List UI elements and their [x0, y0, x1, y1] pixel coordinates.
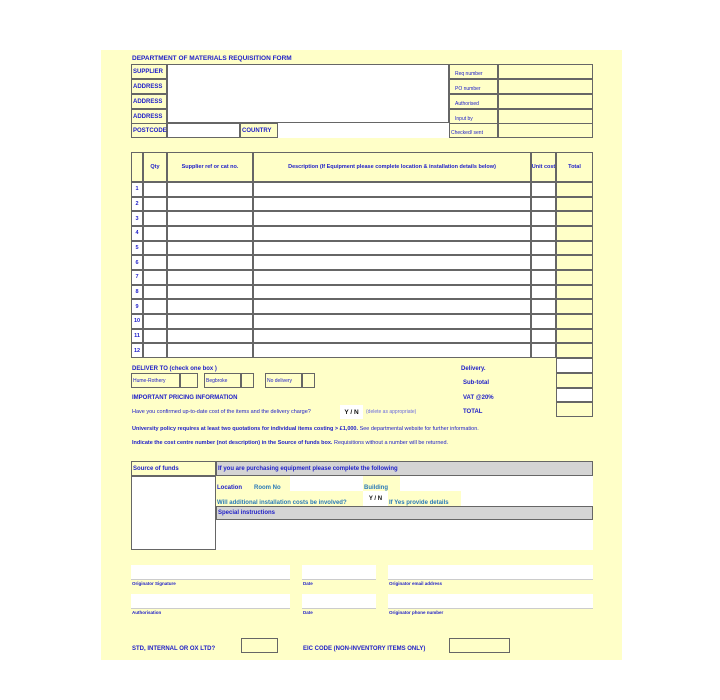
signature-field-row1-2[interactable] — [388, 565, 593, 580]
deliver-option-label-1-label: Begbroke — [206, 377, 228, 384]
pricing-note — [366, 409, 416, 415]
signature-label-row2-0 — [132, 610, 161, 615]
deliver-option-label-0-label: Hume-Rothery — [133, 377, 166, 384]
row-number-label: 1 — [135, 186, 139, 193]
signature-field-row2-1[interactable] — [302, 594, 376, 609]
pricing-note-label: (delete as appropriate) — [366, 409, 417, 415]
row-number — [131, 211, 143, 226]
item-cell-supplier-ref[interactable] — [167, 197, 253, 212]
deliver-checkbox-1[interactable] — [241, 373, 254, 388]
room-label — [253, 476, 290, 491]
pricing-yn[interactable] — [340, 405, 363, 419]
signature-label-row1-1-label: Date — [303, 581, 313, 586]
item-cell-total[interactable] — [556, 182, 593, 197]
item-cell-unit-cost[interactable] — [531, 329, 556, 344]
signature-label-row1-2 — [389, 581, 442, 586]
item-cell-unit-cost[interactable] — [531, 211, 556, 226]
item-cell-unit-cost[interactable] — [531, 197, 556, 212]
special-instructions-label — [216, 506, 593, 520]
ref-field-0[interactable] — [498, 64, 593, 79]
deliver-heading — [132, 366, 217, 372]
items-header-3 — [253, 152, 531, 182]
item-cell-qty[interactable] — [143, 343, 167, 358]
deliver-checkbox-0[interactable] — [180, 373, 198, 388]
signature-field-row2-0[interactable] — [131, 594, 290, 609]
ref-label-1-label: PO number — [455, 86, 481, 92]
location-label-label: Location — [217, 485, 242, 491]
item-cell-unit-cost[interactable] — [531, 285, 556, 300]
postcode-label-label: POSTCODE — [133, 127, 167, 134]
signature-label-row1-0-label: Originator Signature — [132, 581, 176, 586]
items-header-0 — [131, 152, 143, 182]
pricing-heading — [132, 395, 237, 401]
row-number-label: 4 — [135, 230, 139, 237]
source-of-funds-field[interactable] — [131, 476, 216, 550]
totals-label-0 — [461, 366, 486, 372]
signature-field-row1-0[interactable] — [131, 565, 290, 580]
item-cell-unit-cost[interactable] — [531, 241, 556, 256]
supplier-label-0 — [131, 64, 167, 79]
totals-label-2 — [463, 395, 494, 401]
signature-label-row1-1 — [303, 581, 313, 586]
item-cell-qty[interactable] — [143, 241, 167, 256]
items-header-1-label: Qty — [150, 164, 160, 170]
signature-label-row2-1-label: Date — [303, 610, 313, 615]
row-number — [131, 197, 143, 212]
eic-label-label: EIC CODE (NON-INVENTORY ITEMS ONLY) — [303, 646, 426, 652]
item-cell-qty[interactable] — [143, 211, 167, 226]
item-cell-supplier-ref[interactable] — [167, 343, 253, 358]
ref-label-4 — [449, 123, 498, 138]
item-cell-qty[interactable] — [143, 255, 167, 270]
deliver-checkbox-2[interactable] — [302, 373, 315, 388]
special-instructions-field[interactable] — [216, 520, 593, 550]
items-header-4 — [531, 152, 556, 182]
row-number — [131, 182, 143, 197]
room-label-label: Room No — [254, 485, 281, 491]
item-cell-description[interactable] — [253, 343, 531, 358]
item-cell-total[interactable] — [556, 329, 593, 344]
row-number-label: 2 — [135, 200, 139, 207]
item-cell-supplier-ref[interactable] — [167, 329, 253, 344]
std-label-label: STD, INTERNAL OR OX LTD? — [132, 646, 216, 652]
supplier-label-3 — [131, 109, 167, 124]
item-cell-unit-cost[interactable] — [531, 314, 556, 329]
item-cell-qty[interactable] — [143, 329, 167, 344]
pricing-question — [132, 409, 311, 415]
item-cell-total[interactable] — [556, 241, 593, 256]
install-question-label: Will additional installation costs be involved? — [217, 500, 347, 506]
cost-centre-bold: Indicate the cost centre number (not description) in the Source of funds box. — [132, 440, 333, 446]
pricing-yn-label: Y / N — [344, 408, 359, 416]
pricing-heading-label: IMPORTANT PRICING INFORMATION — [132, 395, 238, 401]
item-cell-description[interactable] — [253, 197, 531, 212]
item-cell-supplier-ref[interactable] — [167, 299, 253, 314]
form-title: DEPARTMENT OF MATERIALS REQUISITION FORM — [132, 55, 292, 62]
item-cell-supplier-ref[interactable] — [167, 314, 253, 329]
item-cell-description[interactable] — [253, 270, 531, 285]
totals-label-1 — [463, 380, 489, 386]
signature-label-row2-2-label: Originator phone number — [389, 610, 444, 615]
totals-label-3 — [463, 409, 482, 415]
item-cell-unit-cost[interactable] — [531, 255, 556, 270]
install-details-field[interactable] — [461, 491, 593, 506]
row-number-label: 9 — [135, 303, 139, 310]
row-number — [131, 299, 143, 314]
special-instructions-label-label: Special instructions — [218, 510, 276, 516]
policy-text — [132, 426, 479, 432]
ref-label-0 — [449, 64, 498, 79]
item-cell-description[interactable] — [253, 314, 531, 329]
row-number — [131, 255, 143, 270]
std-label — [132, 646, 215, 652]
supplier-label-0-label: SUPPLIER — [133, 68, 164, 75]
ref-label-3-label: Input by — [455, 116, 473, 122]
item-cell-supplier-ref[interactable] — [167, 285, 253, 300]
signature-label-row2-0-label: Authorisation — [132, 610, 162, 615]
items-header-4-label: Unit cost — [531, 164, 556, 170]
if-yes-label — [388, 491, 461, 506]
item-cell-supplier-ref[interactable] — [167, 241, 253, 256]
item-cell-total[interactable] — [556, 299, 593, 314]
country-label-label: COUNTRY — [242, 127, 272, 134]
ref-field-4[interactable] — [498, 123, 593, 138]
items-header-5-label: Total — [568, 164, 581, 170]
row-number — [131, 241, 143, 256]
equipment-heading-label: If you are purchasing equipment please complete the following — [218, 465, 398, 472]
row-number-label: 11 — [134, 333, 140, 340]
supplier-label-2-label: ADDRESS — [133, 98, 163, 105]
std-field[interactable] — [241, 638, 278, 653]
install-question — [216, 491, 363, 506]
item-cell-unit-cost[interactable] — [531, 182, 556, 197]
country-field[interactable] — [278, 123, 449, 138]
if-yes-label-label: If Yes provide details — [389, 500, 449, 506]
item-cell-total[interactable] — [556, 197, 593, 212]
signature-label-row1-2-label: Originator email address — [389, 581, 443, 586]
row-number-label: 8 — [135, 289, 139, 296]
postcode-label — [131, 123, 167, 138]
items-header-2 — [167, 152, 253, 182]
items-header-5 — [556, 152, 593, 182]
install-yn[interactable] — [363, 491, 388, 506]
ref-field-2[interactable] — [498, 94, 593, 109]
item-cell-supplier-ref[interactable] — [167, 226, 253, 241]
item-cell-total[interactable] — [556, 255, 593, 270]
room-field[interactable] — [290, 476, 363, 491]
supplier-label-2 — [131, 94, 167, 109]
item-cell-qty[interactable] — [143, 197, 167, 212]
totals-field-1[interactable] — [556, 373, 593, 388]
item-cell-description[interactable] — [253, 329, 531, 344]
cost-centre-text — [132, 440, 448, 446]
item-cell-unit-cost[interactable] — [531, 343, 556, 358]
item-cell-description[interactable] — [253, 226, 531, 241]
country-label — [240, 123, 278, 138]
item-cell-supplier-ref[interactable] — [167, 270, 253, 285]
item-cell-qty[interactable] — [143, 285, 167, 300]
item-cell-qty[interactable] — [143, 314, 167, 329]
row-number-label: 7 — [135, 274, 139, 281]
row-number-label: 12 — [133, 347, 141, 354]
items-header-2-label: Supplier ref or cat no. — [181, 164, 239, 170]
install-yn-label: Y / N — [368, 495, 383, 502]
row-number — [131, 226, 143, 241]
totals-label-3-label: TOTAL — [463, 409, 483, 415]
deliver-option-label-2-label: No delivery — [267, 377, 293, 384]
ref-label-2-label: Authorised — [455, 101, 479, 107]
items-header-1 — [143, 152, 167, 182]
pricing-question-label: Have you confirmed up-to-date cost of the items and the delivery charge? — [132, 409, 311, 415]
totals-label-0-label: Delivery. — [461, 366, 486, 372]
row-number — [131, 343, 143, 358]
signature-field-row1-1[interactable] — [302, 565, 376, 580]
supplier-label-1 — [131, 79, 167, 94]
row-number-label: 10 — [133, 318, 141, 325]
item-cell-description[interactable] — [253, 211, 531, 226]
item-cell-qty[interactable] — [143, 270, 167, 285]
supplier-label-3-label: ADDRESS — [133, 113, 163, 120]
ref-label-4-label: Checked/ sent — [451, 130, 483, 136]
totals-label-2-label: VAT @20% — [463, 395, 494, 401]
item-cell-qty[interactable] — [143, 299, 167, 314]
deliver-option-label-2 — [265, 373, 302, 388]
item-cell-qty[interactable] — [143, 182, 167, 197]
totals-field-0[interactable] — [556, 358, 593, 373]
row-number — [131, 270, 143, 285]
item-cell-unit-cost[interactable] — [531, 226, 556, 241]
signature-label-row1-0 — [132, 581, 176, 586]
item-cell-description[interactable] — [253, 241, 531, 256]
item-cell-supplier-ref[interactable] — [167, 182, 253, 197]
deliver-option-label-1 — [204, 373, 241, 388]
item-cell-total[interactable] — [556, 285, 593, 300]
eic-field[interactable] — [449, 638, 510, 653]
deliver-heading-label: DELIVER TO (check one box ) — [132, 366, 217, 372]
eic-label — [303, 646, 425, 652]
item-cell-supplier-ref[interactable] — [167, 211, 253, 226]
source-of-funds-label — [131, 461, 216, 476]
policy-normal: See departmental website for further information. — [359, 426, 479, 432]
ref-field-3[interactable] — [498, 109, 593, 124]
ref-field-1[interactable] — [498, 79, 593, 94]
item-cell-supplier-ref[interactable] — [167, 255, 253, 270]
item-cell-description[interactable] — [253, 255, 531, 270]
item-cell-description[interactable] — [253, 182, 531, 197]
deliver-option-label-0 — [131, 373, 180, 388]
building-field[interactable] — [400, 476, 593, 491]
row-number — [131, 329, 143, 344]
signature-field-row2-2[interactable] — [388, 594, 593, 609]
item-cell-qty[interactable] — [143, 226, 167, 241]
signature-label-row2-1 — [303, 610, 313, 615]
item-cell-unit-cost[interactable] — [531, 299, 556, 314]
totals-field-3[interactable] — [556, 402, 593, 417]
ref-label-3 — [449, 109, 498, 124]
supplier-label-1-label: ADDRESS — [133, 83, 163, 90]
policy-bold: University policy requires at least two quotations for individual items costing > £1,000. — [132, 426, 359, 432]
row-number-label: 6 — [135, 259, 139, 266]
ref-label-1 — [449, 79, 498, 94]
totals-label-1-label: Sub-total — [463, 380, 489, 386]
item-cell-total[interactable] — [556, 211, 593, 226]
postcode-field[interactable] — [167, 123, 240, 138]
building-label-label: Building — [364, 485, 388, 491]
building-label — [363, 476, 400, 491]
supplier-address-field[interactable] — [167, 64, 449, 123]
item-cell-description[interactable] — [253, 299, 531, 314]
ref-label-0-label: Req number — [455, 71, 483, 77]
signature-label-row2-2 — [389, 610, 443, 615]
item-cell-total[interactable] — [556, 226, 593, 241]
item-cell-total[interactable] — [556, 314, 593, 329]
totals-field-2[interactable] — [556, 388, 593, 403]
ref-label-2 — [449, 94, 498, 109]
row-number-label: 5 — [135, 245, 139, 251]
item-cell-description[interactable] — [253, 285, 531, 300]
cost-centre-normal: Requisitions without a number will be returned. — [334, 440, 449, 446]
row-number — [131, 285, 143, 300]
item-cell-unit-cost[interactable] — [531, 270, 556, 285]
equipment-heading — [216, 461, 593, 476]
items-header-3-label: Description (If Equipment please complete location & installation details below) — [288, 164, 496, 170]
item-cell-total[interactable] — [556, 343, 593, 358]
row-number — [131, 314, 143, 329]
location-label — [216, 476, 253, 491]
source-of-funds-label-label: Source of funds — [133, 465, 179, 472]
item-cell-total[interactable] — [556, 270, 593, 285]
row-number-label: 3 — [135, 215, 139, 222]
